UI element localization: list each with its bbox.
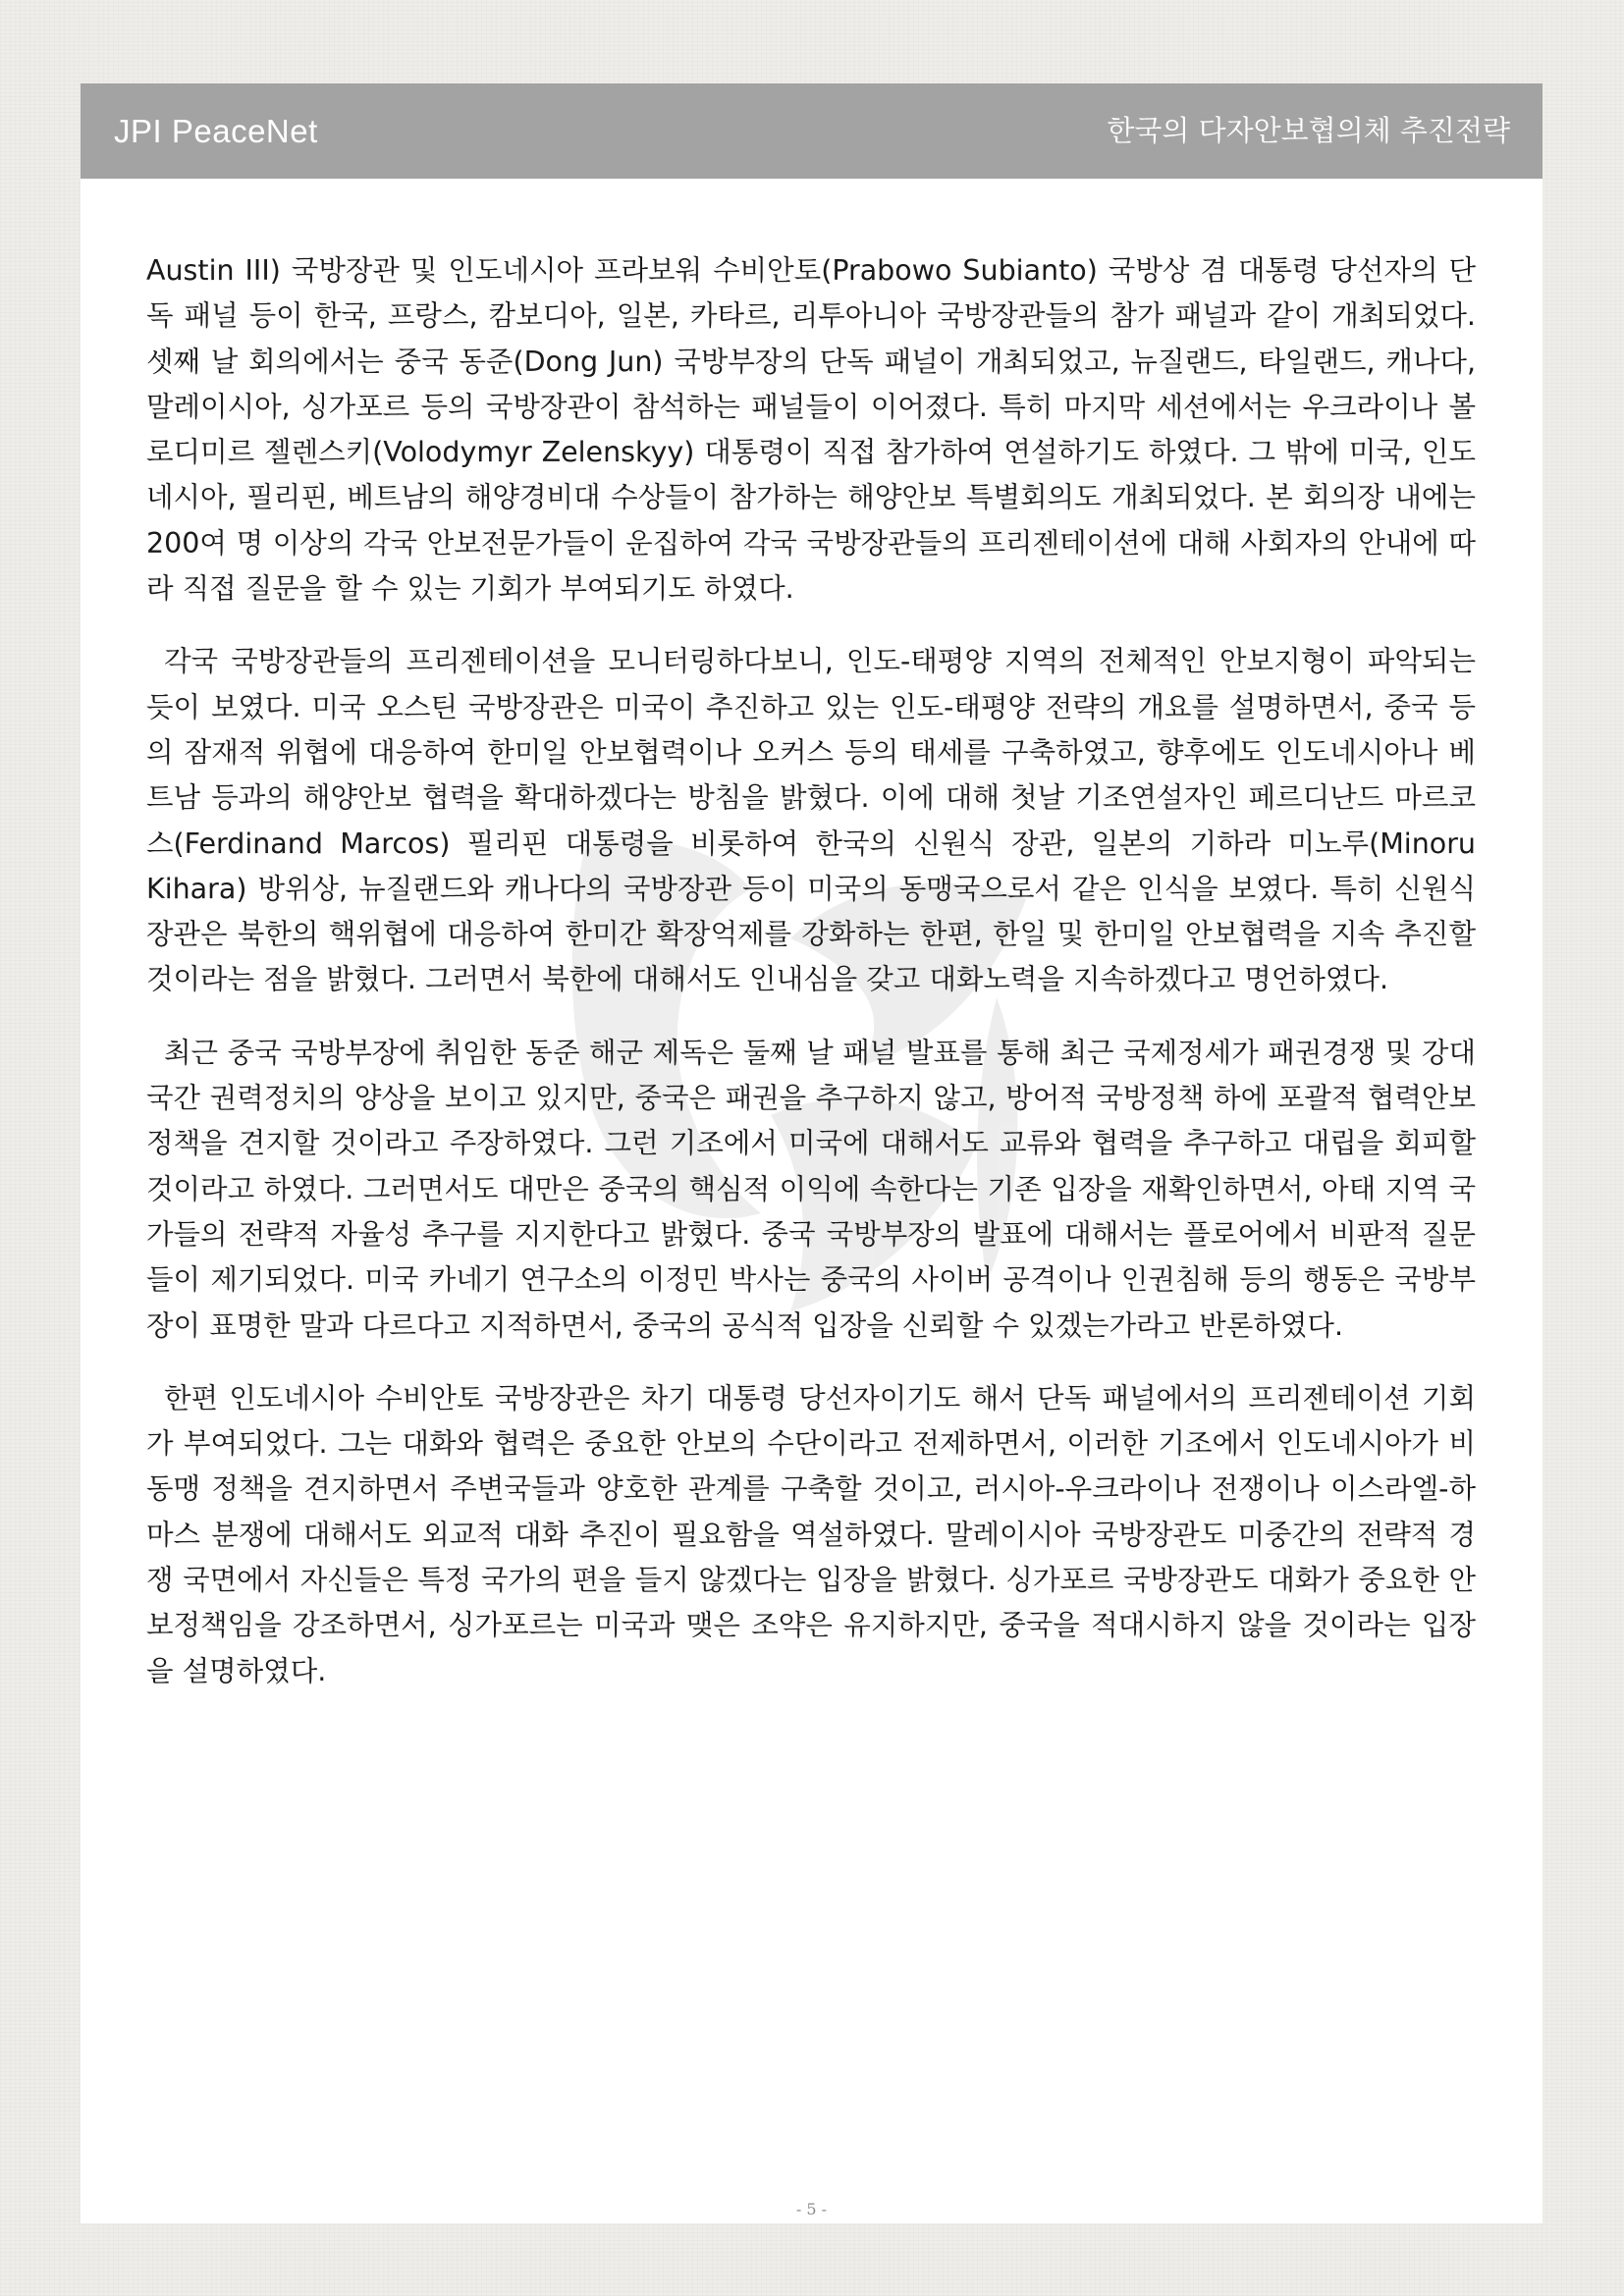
paragraph: 최근 중국 국방부장에 취임한 동준 해군 제독은 둘째 날 패널 발표를 통해 최근 국제정세가 패권경쟁 및 강대국간 권력정치의 양상을 보이고 있지만, 중국은 패권을 추구하지 않고, 방어적 국방정책 하에 포괄적 협력안보 정책을 견지할 것이라고 주장하였다. 그런 기조에서 미국에 대해서도 교류와 협력을 추구하고 대립을 회피할 것이라고 하였다. 그러면서도 대만은 중국의 핵심적 이익에 속한다는 기존 입장을 재확인하면서, 아태 지역 국가들의 전략적 자율성 추구를 지지한다고 밝혔다. 중국 국방부장의 발표에 대해서는 플로어에서 비판적 질문들이 제기되었다. 미국 카네기 연구소의 이정민 박사는 중국의 사이버 공격이나 인권침해 등의 행동은 국방부장이 표명한 말과 다르다고 지적하면서, 중국의 공식적 입장을 신뢰할 수 있겠는가라고 반론하였다. xyxy=(146,1036,1476,1342)
page-panel xyxy=(81,83,1543,2223)
report-title: 한국의 다자안보협의체 추진전략 xyxy=(1107,114,1510,147)
publication-title: JPI PeaceNet xyxy=(114,113,318,149)
paragraph: 각국 국방장관들의 프리젠테이션을 모니터링하다보니, 인도-태평양 지역의 전체적인 안보지형이 파악되는 듯이 보였다. 미국 오스틴 국방장관은 미국이 추진하고 있는 인도-태평양 전략의 개요를 설명하면서, 중국 등의 잠재적 위협에 대응하여 한미일 안보협력이나 오커스 등의 태세를 구축하였고, 향후에도 인도네시아나 베트남 등과의 해양안보 협력을 확대하겠다는 방침을 밝혔다. 이에 대해 첫날 기조연설자인 페르디난드 마르코스(Ferdinand Marcos) 필리핀 대통령을 비롯하여 한국의 신원식 장관, 일본의 기하라 미노루(Minoru Kihara) 방위상, 뉴질랜드와 캐나다의 국방장관 등이 미국의 동맹국으로서 같은 인식을 보였다. 특히 신원식 장관은 북한의 핵위협에 대응하여 한미간 확장억제를 강화하는 한편, 한일 및 한미일 안보협력을 지속 추진할 것이라는 점을 밝혔다. 그러면서 북한에 대해서도 인내심을 갖고 대화노력을 지속하겠다고 명언하였다. xyxy=(146,645,1476,996)
paragraph: 한편 인도네시아 수비안토 국방장관은 차기 대통령 당선자이기도 해서 단독 패널에서의 프리젠테이션 기회가 부여되었다. 그는 대화와 협력은 중요한 안보의 수단이라고 전제하면서, 이러한 기조에서 인도네시아가 비동맹 정책을 견지하면서 주변국들과 양호한 관계를 구축할 것이고, 러시아-우크라이나 전쟁이나 이스라엘-하마스 분쟁에 대해서도 외교적 대화 추진이 필요함을 역설하였다. 말레이시아 국방장관도 미중간의 전략적 경쟁 국면에서 자신들은 특정 국가의 편을 들지 않겠다는 입장을 밝혔다. 싱가포르 국방장관도 대화가 중요한 안보정책임을 강조하면서, 싱가포르는 미국과 맺은 조약은 유지하지만, 중국을 적대시하지 않을 것이라는 입장을 설명하였다. xyxy=(146,1381,1476,1687)
article-body xyxy=(146,248,1476,1722)
running-header xyxy=(81,83,1543,179)
page-number: - 5 - xyxy=(795,2200,828,2218)
paragraph: Austin III) 국방장관 및 인도네시아 프라보워 수비안토(Prabowo Subianto) 국방상 겸 대통령 당선자의 단독 패널 등이 한국, 프랑스, 캄보디아, 일본, 카타르, 리투아니아 국방장관들의 참가 패널과 같이 개최되었다. 셋째 날 회의에서는 중국 동준(Dong Jun) 국방부장의 단독 패널이 개최되었고, 뉴질랜드, 타일랜드, 캐나다, 말레이시아, 싱가포르 등의 국방장관이 참석하는 패널들이 이어졌다. 특히 마지막 세션에서는 우크라이나 볼로디미르 젤렌스키(Volodymyr Zelenskyy) 대통령이 직접 참가하여 연설하기도 하였다. 그 밖에 미국, 인도네시아, 필리핀, 베트남의 해양경비대 수상들이 참가하는 해양안보 특별회의도 개최되었다. 본 회의장 내에는 200여 명 이상의 각국 안보전문가들이 운집하여 각국 국방장관들의 프리젠테이션에 대해 사회자의 안내에 따라 직접 질문을 할 수 있는 기회가 부여되기도 하였다. xyxy=(146,254,1476,606)
